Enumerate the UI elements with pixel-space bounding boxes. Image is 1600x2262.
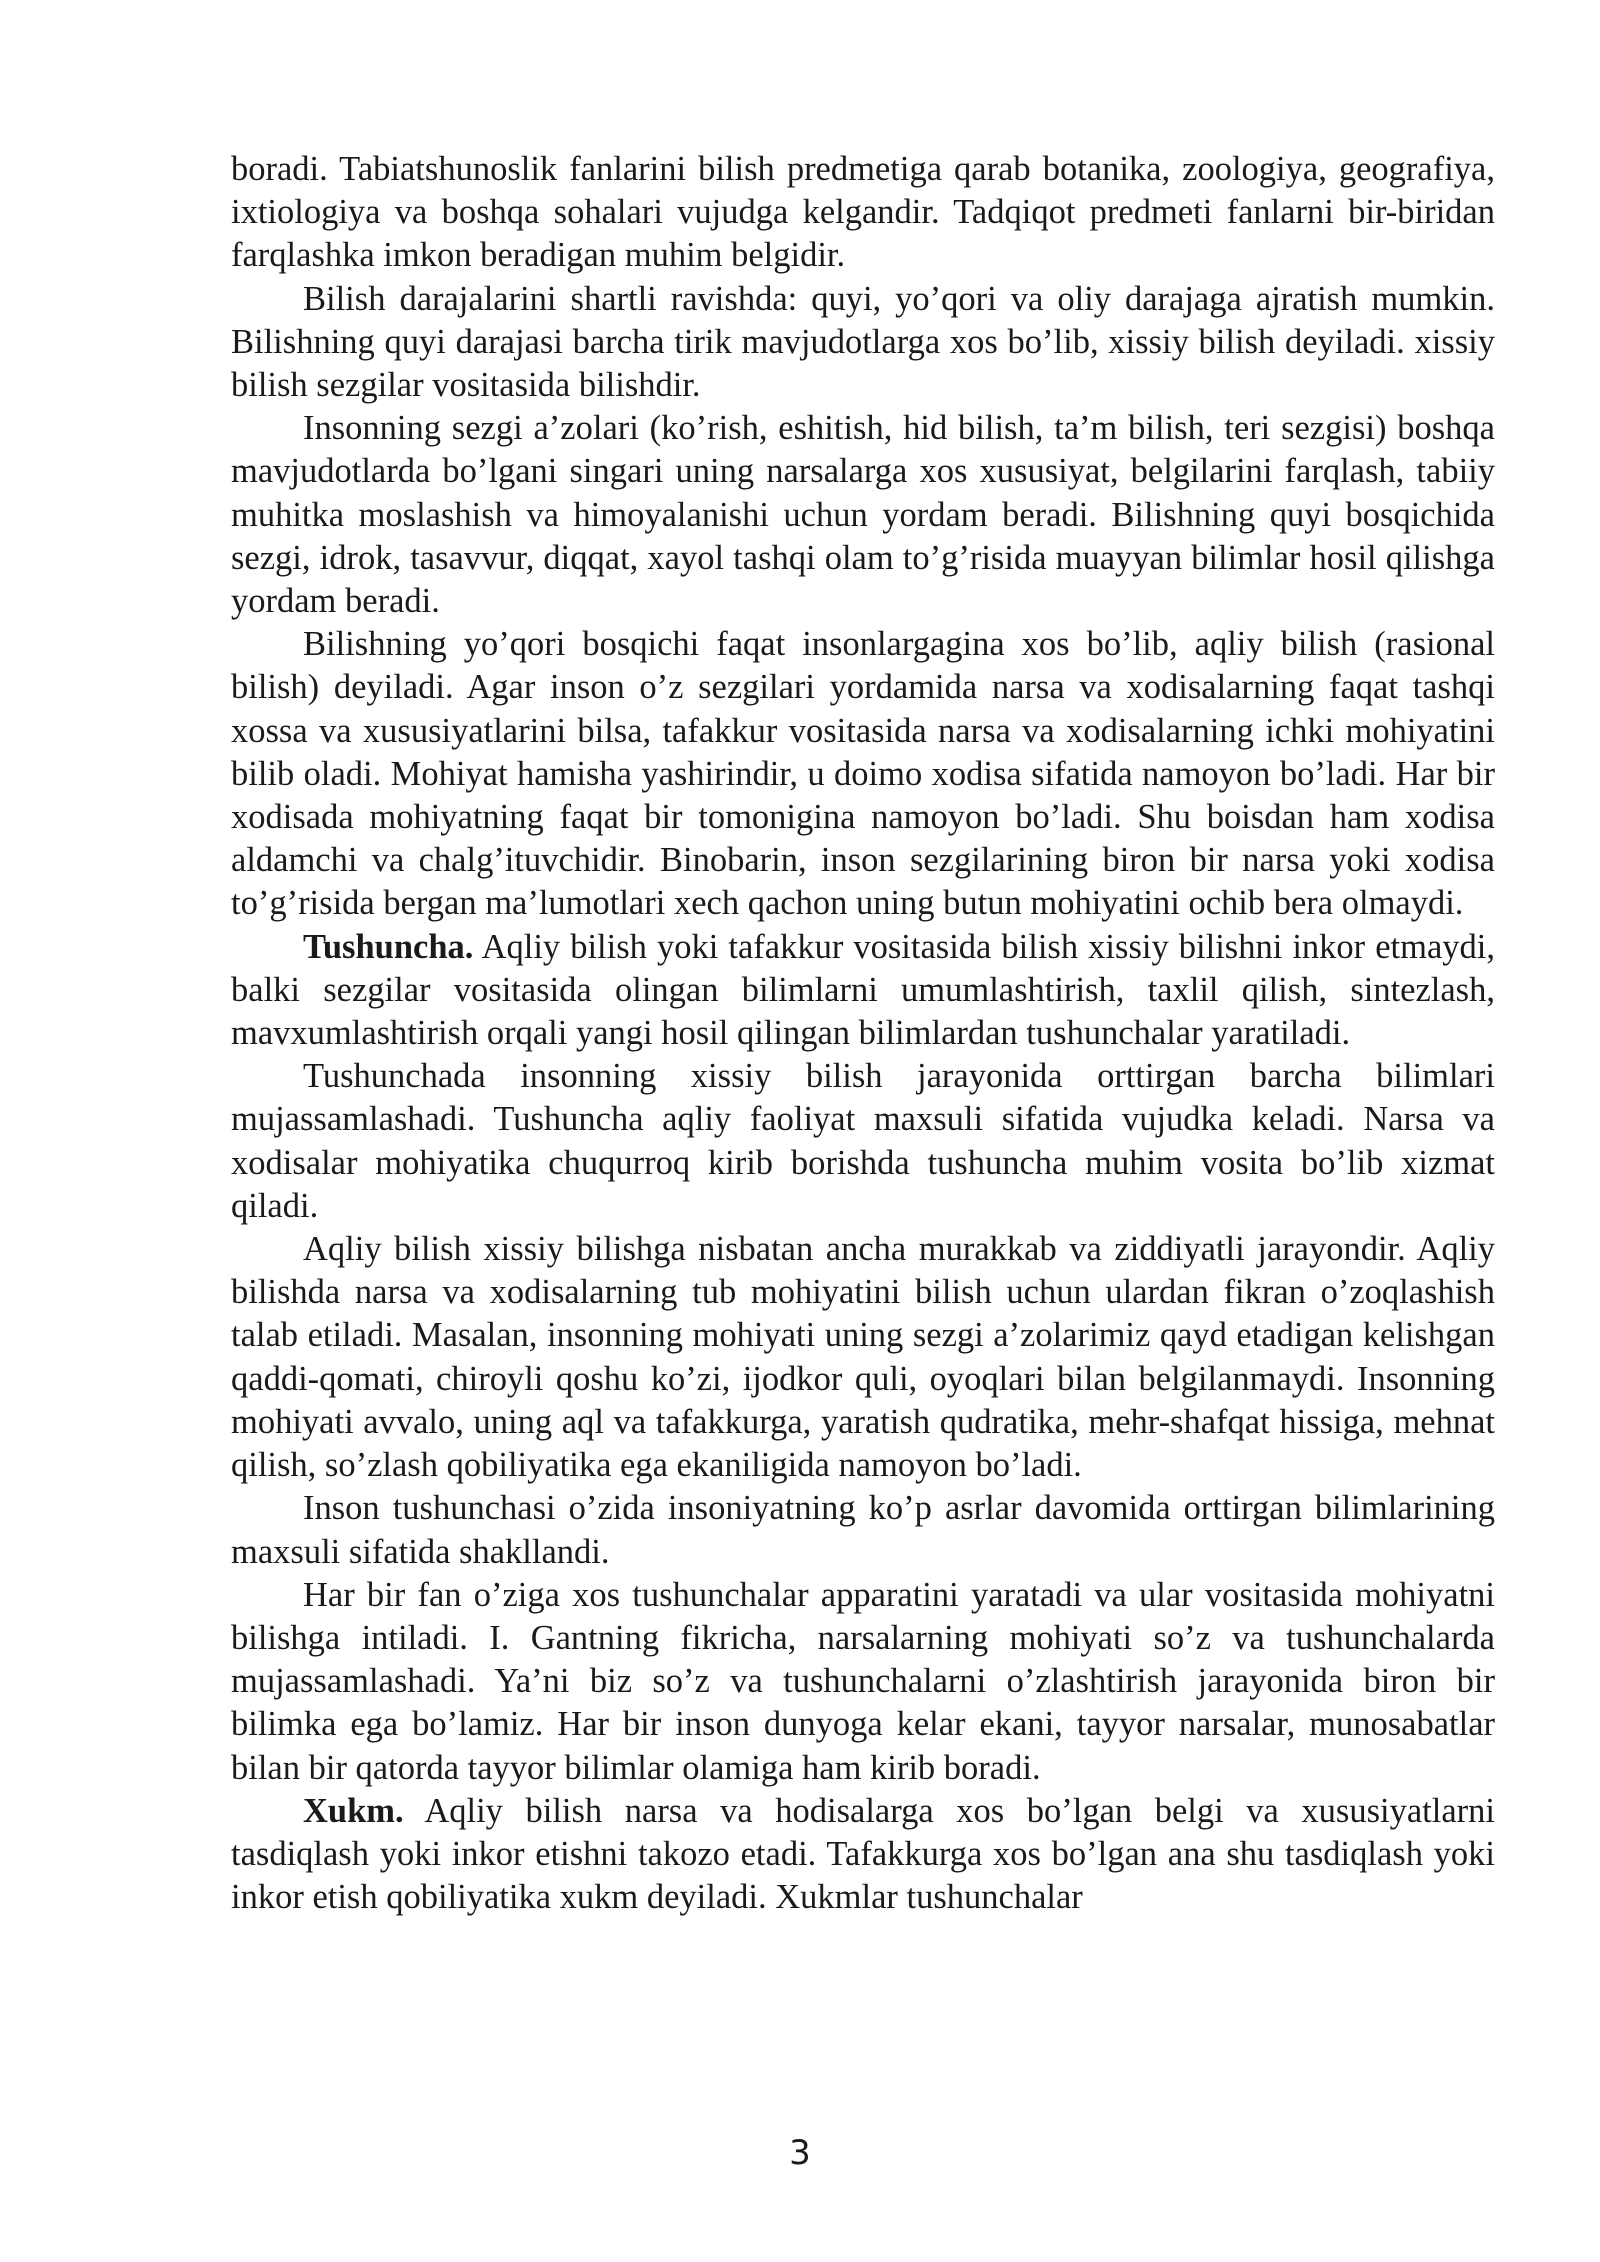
paragraph-text: Tushunchada insonning xissiy bilish jarayonida orttirgan barcha bilimlari mujassamlashadi. Tushuncha aqliy faoliyat maxsuli sifatida vujudka keladi. Narsa va xodisalar mohiyatika chuqurroq kirib borishda tushuncha muhim vosita bo’lib xizmat qiladi.: [231, 1057, 1495, 1225]
paragraph-text: Aqliy bilish narsa va hodisalarga xos bo’lgan belgi va xususiyatlarni tasdiqlash yoki inkor etishni takozo etadi. Tafakkurga xos bo’lgan ana shu tasdiqlash yoki inkor etish qobiliyatika xukm deyiladi. Xukmlar tushunchalar: [231, 1791, 1495, 1917]
paragraph-1: [231, 148, 1495, 278]
page-body: [231, 148, 1495, 1919]
paragraph-4: [231, 623, 1495, 925]
paragraph-10: [231, 1790, 1495, 1920]
term-tushuncha: Tushuncha.: [303, 927, 474, 966]
paragraph-text: Inson tushunchasi o’zida insoniyatning ko’p asrlar davomida orttirgan bilimlarining maxsuli sifatida shakllandi.: [231, 1489, 1495, 1571]
paragraph-text: Insonning sezgi a’zolari (ko’rish, eshitish, hid bilish, ta’m bilish, teri sezgisi) boshqa mavjudotlarda bo’lgani singari uning narsalarga xos xususiyat, belgilarini farqlash, tabiiy muhitka moslashish va himoyalanishi uchun yordam beradi. Bilishning quyi bosqichida sezgi, idrok, tasavvur, diqqat, xayol tashqi olam to’g’risida muayyan bilimlar hosil qilishga yordam beradi.: [231, 409, 1495, 621]
paragraph-text: Bilish darajalarini shartli ravishda: quyi, yo’qori va oliy darajaga ajratish mumkin. Bilishning quyi darajasi barcha tirik mavjudotlarga xos bo’lib, xissiy bilish deyiladi. xissiy bilish sezgilar vositasida bilishdir.: [231, 279, 1495, 405]
paragraph-text: boradi. Tabiatshunoslik fanlarini bilish predmetiga qarab botanika, zoologiya, geografiya, ixtiologiya va boshqa sohalari vujudga kelgandir. Tadqiqot predmeti fanlarni bir-biridan farqlashka imkon beradigan muhim belgidir.: [231, 150, 1495, 275]
paragraph-text: Har bir fan o’ziga xos tushunchalar apparatini yaratadi va ular vositasida mohiyatni bilishga intiladi. I. Gantning fikricha, narsalarning mohiyati so’z va tushunchalarda mujassamlashadi. Ya’ni biz so’z va tushunchalarni o’zlashtirish jarayonida biron bir bilimka ega bo’lamiz. Har bir inson dunyoga kelar ekani, tayyor narsalar, munosabatlar bilan bir qatorda tayyor bilimlar olamiga ham kirib boradi.: [231, 1575, 1495, 1787]
paragraph-2: [231, 278, 1495, 408]
paragraph-text: Aqliy bilish yoki tafakkur vositasida bilish xissiy bilishni inkor etmaydi, balki sezgilar vositasida olingan bilimlarni umumlashtirish, taxlil qilish, sintezlash, mavxumlashtirish orqali yangi hosil qilingan bilimlardan tushunchalar yaratiladi.: [231, 927, 1495, 1053]
page-number: 3: [789, 2133, 811, 2173]
paragraph-9: [231, 1574, 1495, 1790]
term-xukm: Xukm.: [303, 1791, 404, 1830]
paragraph-7: [231, 1228, 1495, 1487]
paragraph-6: [231, 1055, 1495, 1228]
paragraph-text: Aqliy bilish xissiy bilishga nisbatan ancha murakkab va ziddiyatli jarayondir. Aqliy bilishda narsa va xodisalarning tub mohiyatini bilish uchun ulardan fikran o’zoqlashish talab etiladi. Masalan, insonning mohiyati uning sezgi a’zolarimiz qayd etadigan kelishgan qaddi-qomati, chiroyli qoshu ko’zi, ijodkor quli, oyoqlari bilan belgilanmaydi. Insonning mohiyati avvalo, uning aql va tafakkurga, yaratish qudratika, mehr-shafqat hissiga, mehnat qilish, so’zlash qobiliyatika ega ekaniligida namoyon bo’ladi.: [231, 1230, 1495, 1485]
paragraph-8: [231, 1487, 1495, 1573]
paragraph-5: [231, 926, 1495, 1056]
paragraph-text: Bilishning yo’qori bosqichi faqat insonlargagina xos bo’lib, aqliy bilish (rasional bilish) deyiladi. Agar inson o’z sezgilari yordamida narsa va xodisalarning faqat tashqi xossa va xususiyatlarini bilsa, tafakkur vositasida narsa va xodisalarning ichki mohiyatini bilib oladi. Mohiyat hamisha yashirindir, u doimo xodisa sifatida namoyon bo’ladi. Har bir xodisada mohiyatning faqat bir tomonigina namoyon bo’ladi. Shu boisdan ham xodisa aldamchi va chalg’ituvchidir. Binobarin, inson sezgilarining biron bir narsa yoki xodisa to’g’risida bergan ma’lumotlari xech qachon uning butun mohiyatini ochib bera olmaydi.: [231, 625, 1495, 923]
paragraph-3: [231, 407, 1495, 623]
